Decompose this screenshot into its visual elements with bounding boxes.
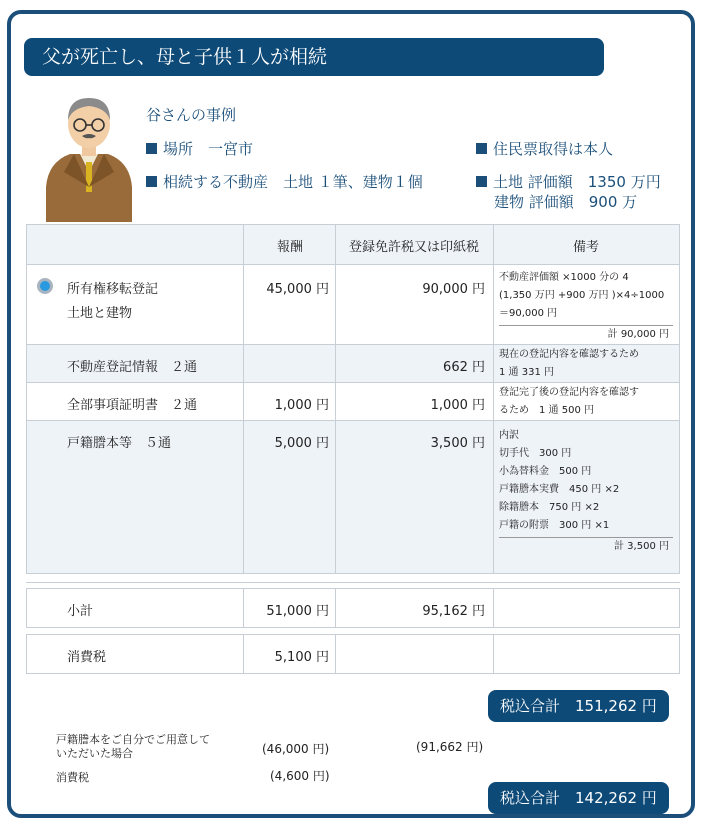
- footnote-tax-label: 消費税: [56, 771, 89, 784]
- row-note: 登記完了後の登記内容を確認す るため 1 通 500 円: [499, 387, 639, 416]
- footnote-condition: 戸籍謄本をご自分でご用意して いただいた場合: [56, 733, 210, 760]
- info-building-value: 建物 評価額 900 万: [494, 193, 638, 211]
- divider: [26, 582, 680, 583]
- row-note: 内訳 切手代 300 円 小為替料金 500 円 戸籍謄本実費 450 円 ×2 除籍謄本 750 円 ×2 戸籍の附票 300 円 ×1 計 3,500 円: [499, 427, 673, 556]
- info-location: 場所 一宮市: [146, 138, 253, 159]
- square-bullet-icon: [476, 176, 487, 187]
- row-note: 不動産評価額 ×1000 分の 4 (1,350 万円 +900 万円 )×4÷1000 ＝90,000 円 計 90,000 円: [499, 269, 673, 344]
- header-fee: 報酬: [276, 240, 303, 255]
- subtotal-row: 小計 51,000 円 95,162 円: [26, 588, 680, 628]
- info-land-value: 土地 評価額 1350 万円: [476, 171, 661, 192]
- consumption-tax-row: 消費税 5,100 円: [26, 634, 680, 674]
- table-row: 不動産登記情報 ２通 662 円 現在の登記内容を確認するため 1 通 331 円: [27, 345, 679, 383]
- table-row: 所有権移転登記 土地と建物 45,000 円 90,000 円 不動産評価額 ×1000 分の 4 (1,350 万円 +900 万円 )×4÷1000 ＝90,000 円 計 90,000 円: [27, 265, 679, 345]
- info-resident: 住民票取得は本人: [476, 138, 613, 159]
- man-avatar-icon: [44, 92, 134, 222]
- square-bullet-icon: [146, 176, 157, 187]
- header-tax: 登録免許税又は印紙税: [348, 240, 479, 255]
- cost-table: [26, 224, 680, 574]
- footnote-tax-value: (4,600 円): [270, 769, 330, 783]
- square-bullet-icon: [146, 143, 157, 154]
- table-header-row: [27, 225, 679, 265]
- row-note: 現在の登記内容を確認するため 1 通 331 円: [499, 349, 639, 378]
- table-row: 全部事項証明書 ２通 1,000 円 1,000 円 登記完了後の登記内容を確認す るため 1 通 500 円: [27, 383, 679, 421]
- footnote-tax: (91,662 円): [416, 740, 484, 754]
- total-badge: 税込合計 151,262 円: [488, 690, 669, 722]
- info-property: 相続する不動産 土地 １筆、建物１個: [146, 171, 423, 192]
- page-title: 父が死亡し、母と子供１人が相続: [24, 38, 604, 76]
- square-bullet-icon: [476, 143, 487, 154]
- footnote-fee: (46,000 円): [262, 742, 330, 756]
- table-row: 戸籍謄本等 ５通 5,000 円 3,500 円 内訳 切手代 300 円 小為替料金 500 円 戸籍謄本実費 450 円 ×2 除籍謄本 750 円 ×2 戸籍の附票 300 円 ×1 計 3,500 円: [27, 421, 679, 573]
- bullet-dot-icon: [37, 278, 53, 294]
- total-badge-alt: 税込合計 142,262 円: [488, 782, 669, 814]
- header-notes: 備考: [572, 240, 599, 255]
- case-title: 谷さんの事例: [146, 106, 237, 124]
